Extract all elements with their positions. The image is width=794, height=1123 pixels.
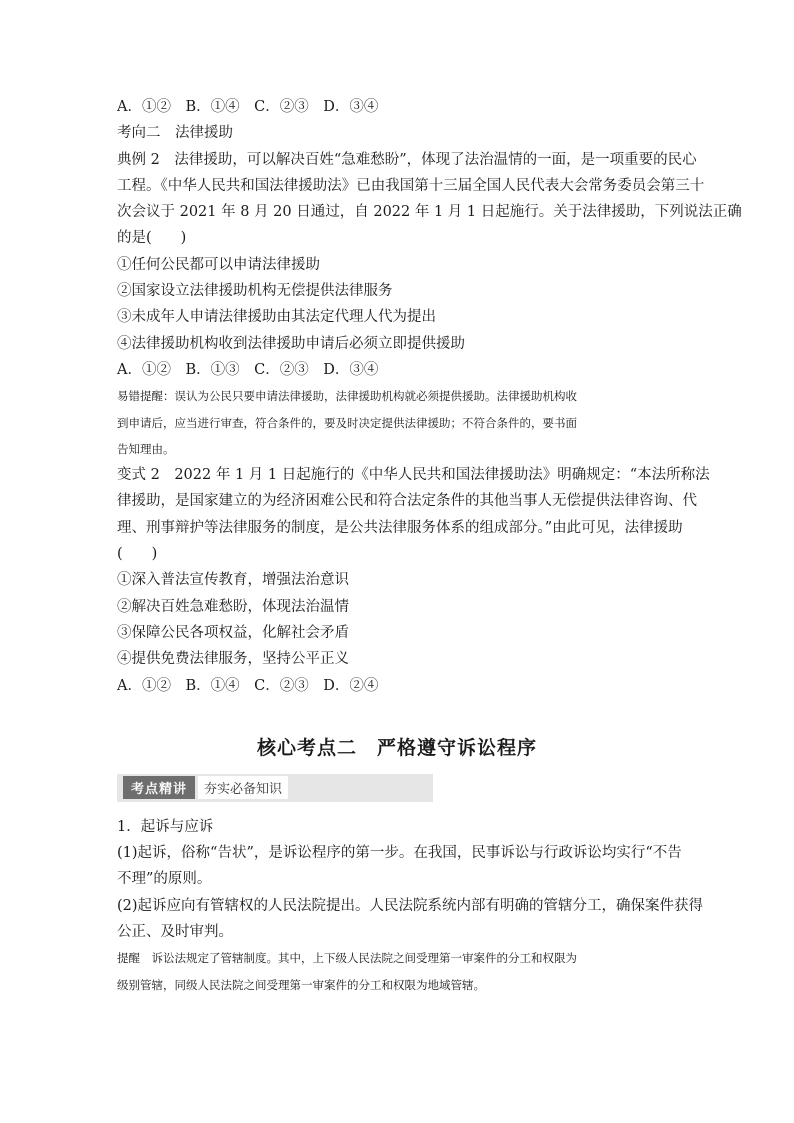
variant-option-1: ①深入普法宣传教育，增强法治意识: [117, 572, 349, 589]
error-tip-line-1: 易错提醒：误认为公民只要申请法律援助，法律援助机构就必须提供援助。法律援助机构收: [117, 389, 577, 404]
answer-options-3: A．①② B．①④ C．②③ D．②④: [117, 677, 379, 694]
variant-2-line-1: 变式 2 2022 年 1 月 1 日起施行的《中华人民共和国法律援助法》明确规定：“本法所称法: [117, 467, 710, 484]
variant-2-line-2: 律援助，是国家建立的为经济困难公民和符合法定条件的其他当事人无偿提供法律咨询、代: [117, 493, 697, 510]
variant-2-line-3: 理、刑事辩护等法律服务的制度，是公共法律服务体系的组成部分。”由此可见，法律援助: [117, 519, 683, 536]
variant-2-line-4: ( ): [117, 546, 158, 563]
banner-tag: 考点精讲: [123, 776, 195, 799]
option-item-1: ①任何公民都可以申请法律援助: [117, 256, 320, 273]
knowledge-line-4: 公正、及时审判。: [117, 924, 233, 941]
knowledge-line-3: (2)起诉应向有管辖权的人民法院提出。人民法院系统内部有明确的管辖分工，确保案件获得: [117, 897, 704, 914]
section-banner: [117, 774, 433, 802]
example-2-line-1: 典例 2 法律援助，可以解决百姓“急难愁盼”，体现了法治温情的一面，是一项重要的民心: [117, 151, 697, 168]
example-2-line-4: 的是( ): [117, 230, 187, 247]
answer-options-1: A．①② B．①④ C．②③ D．③④: [117, 99, 379, 115]
banner-text: 夯实必备知识: [198, 776, 288, 799]
option-item-3: ③未成年人申请法律援助由其法定代理人代为提出: [117, 309, 436, 326]
reminder-line-1: 提醒 诉讼法规定了管辖制度。其中，上下级人民法院之间受理第一审案件的分工和权限为: [117, 951, 577, 966]
example-2-line-3: 次会议于 2021 年 8 月 20 日通过，自 2022 年 1 月 1 日起施行。关于法律援助，下列说法正确: [117, 204, 742, 221]
knowledge-line-1: (1)起诉，俗称“告状”，是诉讼程序的第一步。在我国，民事诉讼与行政诉讼均实行“不告: [117, 845, 682, 862]
subsection-heading: 考向二 法律援助: [117, 125, 233, 142]
knowledge-line-2: 不理”的原则。: [117, 871, 212, 888]
error-tip-line-2: 到申请后，应当进行审查，符合条件的，要及时决定提供法律援助；不符合条件的，要书面: [117, 415, 577, 430]
variant-option-2: ②解决百姓急难愁盼，体现法治温情: [117, 598, 349, 615]
variant-option-4: ④提供免费法律服务，坚持公平正义: [117, 651, 349, 668]
knowledge-heading: 1．起诉与应诉: [117, 818, 214, 835]
document-content: [117, 94, 742, 998]
answer-options-2: A．①② B．①③ C．②③ D．③④: [117, 361, 379, 378]
reminder-line-2: 级别管辖，同级人民法院之间受理第一审案件的分工和权限为地域管辖。: [117, 977, 485, 992]
variant-option-3: ③保障公民各项权益，化解社会矛盾: [117, 624, 349, 641]
section-title: 核心考点二 严格遵守诉讼程序: [256, 736, 537, 759]
error-tip-line-3: 告知理由。: [117, 441, 175, 456]
option-item-4: ④法律援助机构收到法律援助申请后必须立即提供援助: [117, 335, 465, 352]
example-2-line-2: 工程。《中华人民共和国法律援助法》已由我国第十三届全国人民代表大会常务委员会第三十: [117, 177, 705, 194]
option-item-2: ②国家设立法律援助机构无偿提供法律服务: [117, 283, 393, 300]
